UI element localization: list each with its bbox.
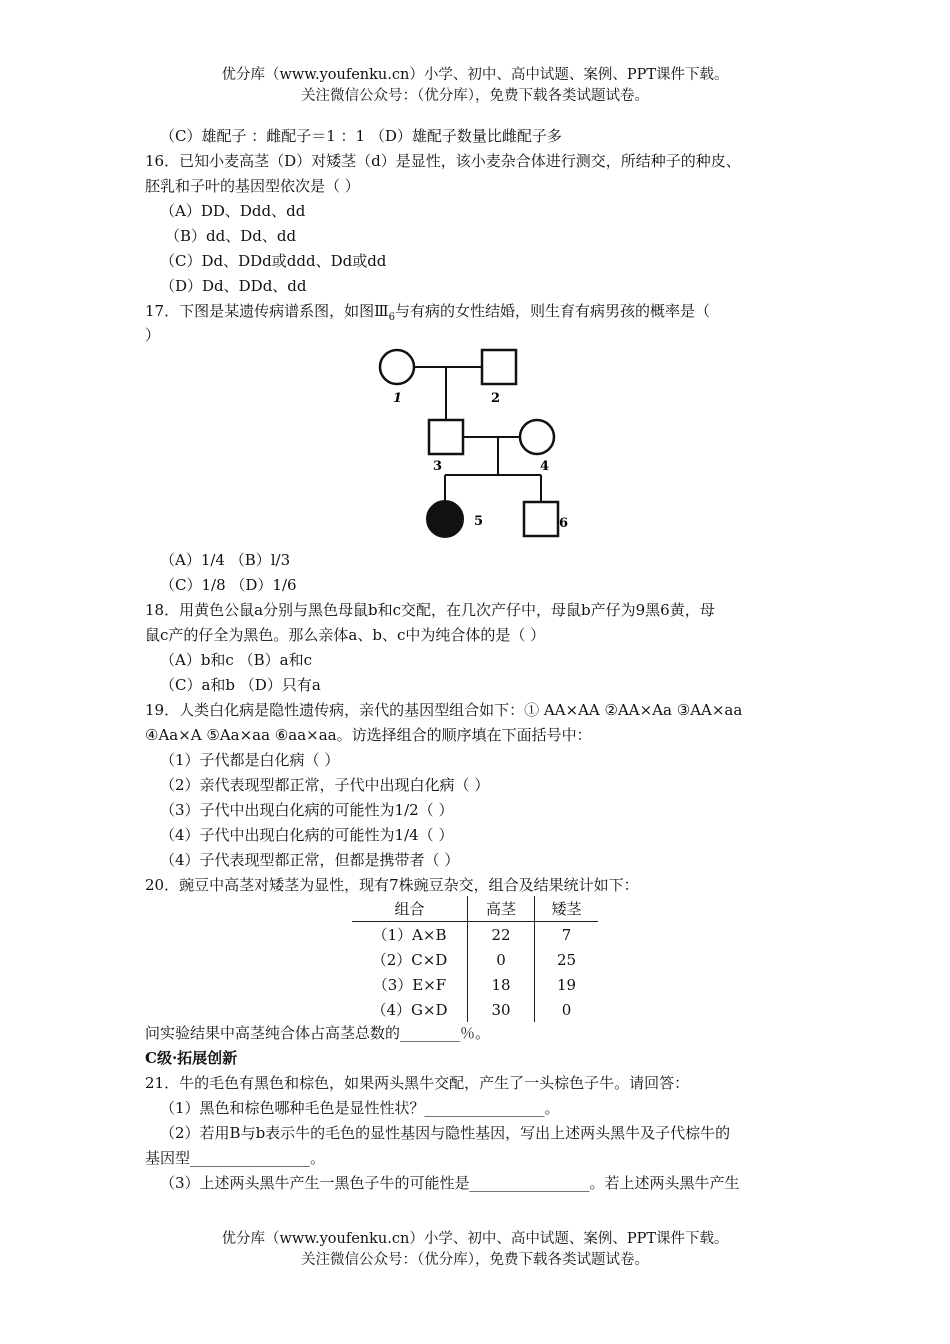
q19-item-5: （4）子代表现型都正常，但都是携带者（ ） bbox=[160, 851, 460, 869]
q16-stem-1: 16．已知小麦高茎（D）对矮茎（d）是显性，该小麦杂合体进行测交，所结种子的种皮、 bbox=[145, 152, 741, 170]
individual-2-male bbox=[482, 350, 516, 384]
q17-options-cd: （C）1/8 （D）1/6 bbox=[160, 576, 297, 594]
label-5: 5 bbox=[474, 514, 484, 529]
table-header-cell: 高茎 bbox=[468, 896, 535, 922]
label-1: 1 bbox=[393, 391, 403, 406]
q17-stem-text: 17．下图是某遗传病谱系图，如图Ⅲ bbox=[145, 302, 389, 320]
table-header-row bbox=[352, 896, 598, 922]
header-line-1: 优分库（www.youfenku.cn）小学、初中、高中试题、案例、PPT课件下载。 bbox=[221, 67, 729, 83]
table-row bbox=[352, 997, 598, 1022]
q17-stem-text-2: 与有病的女性结婚，则生育有病男孩的概率是（ bbox=[394, 302, 710, 320]
label-2: 2 bbox=[491, 391, 501, 406]
q15-options-cd: （C）雄配子 ：雌配子＝1 ：1 （D）雄配子数量比雌配子多 bbox=[160, 127, 562, 145]
table-header-cell: 组合 bbox=[352, 896, 468, 922]
q20-question: 问实验结果中高茎纯合体占高茎总数的________％。 bbox=[145, 1024, 491, 1042]
section-c-heading: C级·拓展创新 bbox=[145, 1049, 238, 1067]
q19-stem-1: 19．人类白化病是隐性遗传病，亲代的基因型组合如下：① AA×AA ②AA×Aa ③AA×aa bbox=[145, 701, 743, 719]
footer-line-2: 关注微信公众号：（优分库），免费下载各类试题试卷。 bbox=[301, 1252, 649, 1268]
q18-stem-2: 鼠c产的仔全为黑色。那么亲体a、b、c中为纯合体的是（ ） bbox=[145, 626, 546, 644]
q19-stem-2: ④Aa×A ⑤Aa×aa ⑥aa×aa。访选择组合的顺序填在下面括号中： bbox=[145, 726, 592, 744]
individual-4-female bbox=[520, 420, 554, 454]
table-cell: （1）A×B bbox=[372, 926, 447, 944]
q21-item-2b: 基因型________________。 bbox=[145, 1149, 326, 1167]
label-3: 3 bbox=[433, 459, 443, 474]
q19-item-2: （2）亲代表现型都正常，子代中出现白化病（ ） bbox=[160, 776, 490, 794]
table-cell: 30 bbox=[468, 997, 535, 1022]
table-cell: （2）C×D bbox=[371, 951, 448, 969]
q18-options-ab: （A）b和c （B）a和c bbox=[160, 651, 312, 669]
q16-option-c: （C）Dd、DDd或ddd、Dd或dd bbox=[160, 252, 387, 270]
table-cell: 18 bbox=[468, 972, 535, 997]
header-line-2: 关注微信公众号：（优分库），免费下载各类试题试卷。 bbox=[301, 88, 649, 104]
table-cell: 7 bbox=[535, 922, 599, 948]
q16-option-d: （D）Dd、DDd、dd bbox=[160, 277, 307, 295]
table-cell: 0 bbox=[535, 997, 599, 1022]
table-row bbox=[352, 947, 598, 972]
individual-3-male bbox=[429, 420, 463, 454]
table-cell: 0 bbox=[468, 947, 535, 972]
q20-results-table bbox=[352, 896, 598, 1022]
q18-options-cd: （C）a和b （D）只有a bbox=[160, 676, 321, 694]
table-header-cell: 矮茎 bbox=[535, 896, 599, 922]
q16-option-b: （B）dd、Dd、dd bbox=[165, 227, 297, 245]
q19-item-1: （1）子代都是白化病（ ） bbox=[160, 751, 340, 769]
label-4: 4 bbox=[540, 459, 550, 474]
q18-stem-1: 18．用黄色公鼠a分别与黑色母鼠b和c交配，在几次产仔中，母鼠b产仔为9黑6黄，母 bbox=[145, 601, 715, 619]
table-cell: 19 bbox=[535, 972, 599, 997]
table-cell: 22 bbox=[468, 922, 535, 948]
q21-stem: 21．牛的毛色有黑色和棕色，如果两头黑牛交配，产生了一头棕色子牛。请回答： bbox=[145, 1074, 690, 1092]
q19-item-4: （4）子代中出现白化病的可能性为1/4（ ） bbox=[160, 826, 454, 844]
q16-option-a: （A）DD、Ddd、dd bbox=[160, 202, 306, 220]
q20-stem: 20．豌豆中高茎对矮茎为显性，现有7株豌豆杂交，组合及结果统计如下： bbox=[145, 876, 639, 894]
q21-item-2a: （2）若用B与b表示牛的毛色的显性基因与隐性基因，写出上述两头黑牛及子代棕牛的 bbox=[160, 1124, 731, 1142]
footer-line-1: 优分库（www.youfenku.cn）小学、初中、高中试题、案例、PPT课件下载。 bbox=[221, 1231, 729, 1247]
label-6: 6 bbox=[559, 516, 569, 531]
individual-6-male bbox=[524, 502, 558, 536]
pedigree-chart bbox=[370, 345, 580, 545]
q17-stem-2: ） bbox=[145, 326, 161, 344]
individual-5-affected-female bbox=[427, 501, 463, 537]
individual-1-female bbox=[380, 350, 414, 384]
q17-subscript: 6 bbox=[388, 312, 395, 323]
q19-item-3: （3）子代中出现白化病的可能性为1/2（ ） bbox=[160, 801, 454, 819]
table-cell: （4）G×D bbox=[371, 1001, 448, 1019]
q21-item-1: （1）黑色和棕色哪种毛色是显性性状？________________。 bbox=[160, 1099, 560, 1117]
table-row bbox=[352, 972, 598, 997]
table-cell: 25 bbox=[535, 947, 599, 972]
q17-options-ab: （A）1/4 （B）l/3 bbox=[160, 551, 291, 569]
q21-item-3: （3）上述两头黑牛产生一黑色子牛的可能性是________________。若上述两头黑牛产生 bbox=[160, 1174, 740, 1192]
table-row bbox=[352, 922, 598, 948]
q16-stem-2: 胚乳和子叶的基因型依次是（ ） bbox=[145, 177, 360, 195]
q17-stem-1 bbox=[145, 300, 710, 329]
table-cell: （3）E×F bbox=[372, 976, 447, 994]
